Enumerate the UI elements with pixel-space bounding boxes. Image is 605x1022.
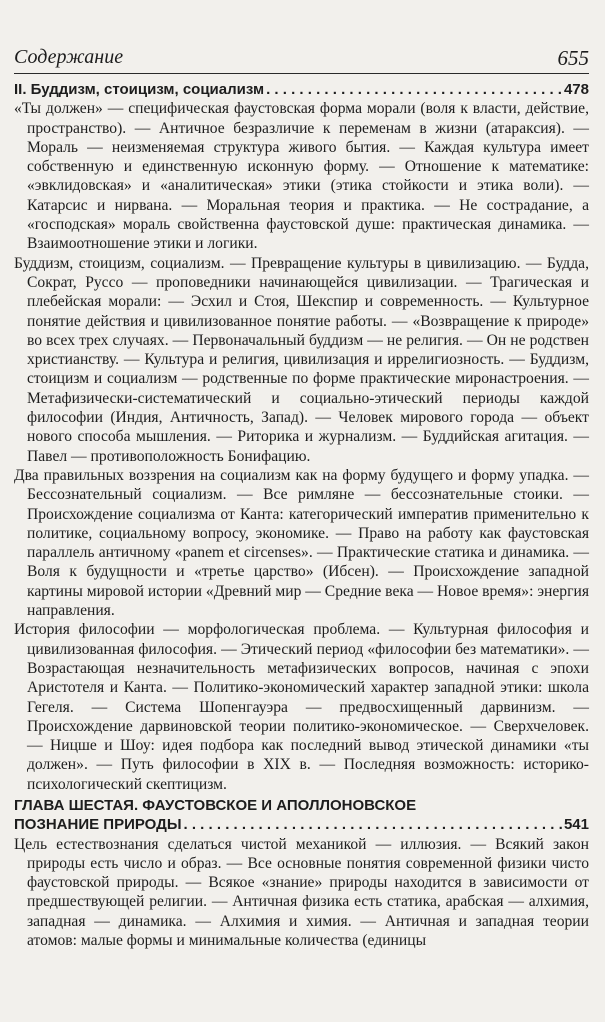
page-number: 655 <box>557 46 589 70</box>
section-page: 478 <box>563 81 589 98</box>
chapter-heading <box>14 796 589 835</box>
dot-leader <box>266 80 562 99</box>
chapter-title-line1: ГЛАВА ШЕСТАЯ. ФАУСТОВСКОЕ И АПОЛЛОНОВСКОЕ <box>14 796 417 814</box>
running-head <box>14 46 589 70</box>
dot-leader <box>184 815 562 834</box>
chapter-paragraph-1: Цель естествознания сделаться чистой механикой — иллюзия. — Всякий закон природы есть число и образ. — Все основные понятия современной физики чисто фаустовской природы. — Всякое «знание» природы находится в зависимости от предшествующей религии. — Античная физика есть статика, арабская — алхимия, западная — динамика. — Алхимия и химия. — Античная и западная теории атомов: малые формы и минимальные количества (единицы <box>14 835 589 950</box>
chapter-title-line2: ПОЗНАНИЕ ПРИРОДЫ <box>14 816 182 834</box>
section-paragraph-1: «Ты должен» — специфическая фаустовская форма морали (воля к власти, действие, пространство). — Античное безразличие к переменам в жизни (атараксия). — Мораль — неизменяемая структура живого бытия. — Каждая культура имеет собственную и единственную исконную форму. — Отношение к математике: «эвклидовская» и «аналитическая» этики (этика стойкости и этика воли). — Катарсис и нирвана. — Моральная теория и практика. — Не сострадание, а «господская» мораль свойственна фаустовской душе: практическая динамика. — Взаимоотношение этики и логики. <box>14 100 589 253</box>
chapter-title-row <box>14 815 589 834</box>
toc-content <box>14 80 589 950</box>
section-title: II. Буддизм, стоицизм, социализм <box>14 81 265 98</box>
chapter-page: 541 <box>563 816 589 834</box>
running-head-title: Содержание <box>14 46 124 68</box>
section-paragraph-3: Два правильных воззрения на социализм как на форму будущего и форму упадка. — Бессознательный социализм. — Все римляне — бессознательные стоики. — Происхождение социализма от Канта: категорический императив применительно к политике, социальному вопросу, экономике. — Право на работу как фаустовская параллель античному «panem et circenses». — Практические статика и динамика. — Воля к будущности и «третье царство» (Ибсен). — Происхождение западной картины мировой истории «Древний мир — Средние века — Новое время»: энергия направления. <box>14 466 589 620</box>
section-heading <box>14 80 589 99</box>
section-paragraph-2: Буддизм, стоицизм, социализм. — Превращение культуры в цивилизацию. — Будда, Сократ, Руссо — проповедники начинающейся цивилизации. — Трагическая и плебейская морали: — Эсхил и Стоя, Шекспир и современность. — Культурное понятие действия и цивилизованное понятие работы. — «Возвращение к природе» во всех трех случаях. — Первоначальный буддизм — не религия. — Он не родствен христианству. — Культура и религия, цивилизация и иррелигиозность. — Буддизм, стоицизм и социализм — родственные по форме практические миронастроения. — Метафизически-систематический и социально-этический периоды каждой философии (Индия, Античность, Запад). — Человек мирового города — объект нового способа мышления. — Риторика и журнализм. — Буддийская агитация. — Павел — противоположность Бонифацию. <box>14 254 589 465</box>
section-paragraph-4: История философии — морфологическая проблема. — Культурная философия и цивилизованная философия. — Этический период «философии без математики». — Возрастающая незначительность метафизических вопросов, начиная с эпохи Аристотеля и Канта. — Политико-экономический характер западной этики: школа Гегеля. — Система Шопенгауэра — предвосхищенный дарвинизм. — Происхождение дарвиновской теории политико-экономическое. — Сверхчеловек. — Ницше и Шоу: идея подбора как последний вывод этической динамики «ты должен». — Путь философии в XIX в. — Последняя возможность: историко-психологический скептицизм. <box>14 621 589 793</box>
header-rule <box>14 73 589 74</box>
